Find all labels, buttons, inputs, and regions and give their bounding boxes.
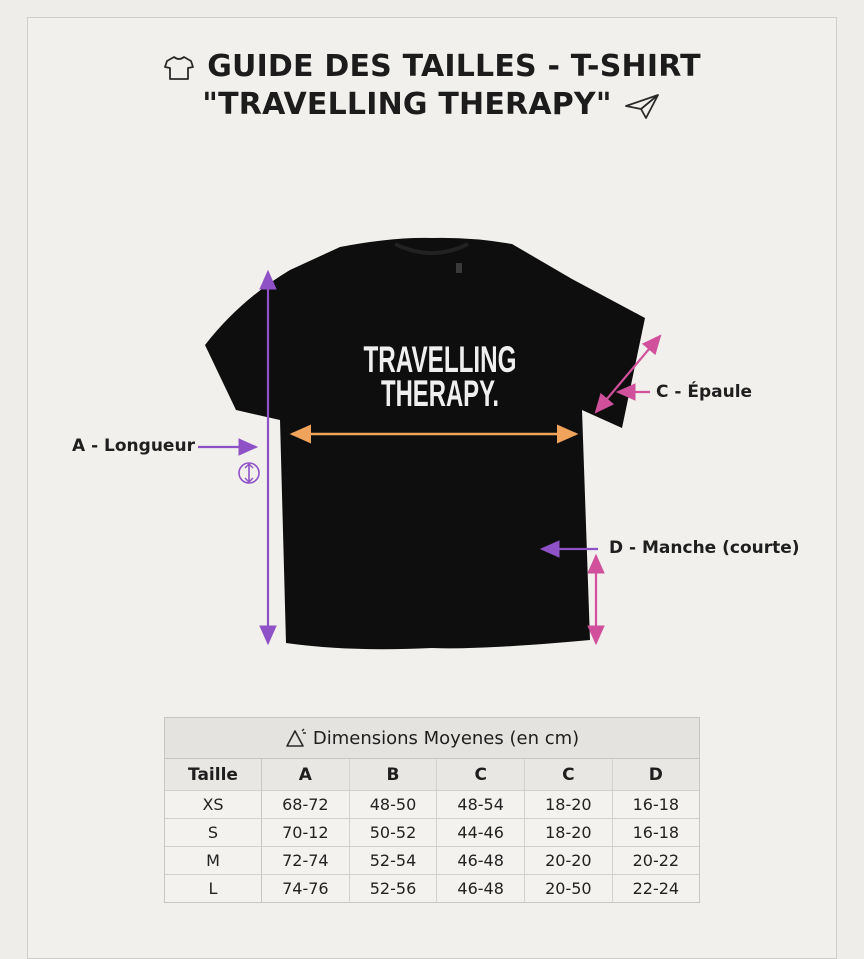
table-cell: 48-50 [349, 791, 437, 819]
table-cell: 20-22 [612, 847, 699, 875]
col-header: C [437, 759, 525, 791]
table-title: Dimensions Moyenes (en cm) [312, 727, 580, 749]
table-cell: 16-18 [612, 791, 699, 819]
table-cell: 70-12 [262, 819, 350, 847]
table-row [165, 847, 699, 875]
table-cell: 44-46 [437, 819, 525, 847]
triangle-ruler-icon [285, 728, 307, 748]
col-header: B [349, 759, 437, 791]
table-cell: 16-18 [612, 819, 699, 847]
title-line-1: GUIDE DES TAILLES - T-SHIRT [207, 49, 701, 84]
neck-tag [456, 263, 462, 273]
label-length: A - Longueur [72, 436, 195, 456]
label-shoulder: C - Épaule [656, 382, 753, 402]
table-cell: 20-20 [525, 847, 613, 875]
table-cell: 74-76 [262, 875, 350, 903]
vertical-measure-icon [239, 463, 259, 483]
table-cell: M [165, 847, 262, 875]
label-sleeve: D - Manche (courte) [609, 538, 800, 558]
table-cell: XS [165, 791, 262, 819]
table-header-row [165, 759, 699, 791]
table-cell: 68-72 [262, 791, 350, 819]
print-line-1: TRAVELLING [363, 339, 517, 380]
table-cell: L [165, 875, 262, 903]
table-cell: S [165, 819, 262, 847]
col-header: D [612, 759, 699, 791]
title-line-2: "TRAVELLING THERAPY" [202, 87, 612, 122]
table-cell: 50-52 [349, 819, 437, 847]
table-cell: 48-54 [437, 791, 525, 819]
table-row [165, 875, 699, 903]
col-header: A [262, 759, 350, 791]
table-header [165, 718, 699, 759]
tshirt-shape [205, 238, 645, 649]
col-header: C [525, 759, 613, 791]
table-row [165, 791, 699, 819]
table-cell: 22-24 [632, 879, 680, 898]
size-table [164, 717, 700, 903]
table-cell: 18-20 [525, 819, 613, 847]
print-line-2: THERAPY. [381, 373, 499, 414]
table-cell: 20-50 [525, 875, 613, 903]
size-grid [165, 759, 699, 902]
table-cell: 46-48 [437, 875, 525, 903]
table-cell: 52-54 [349, 847, 437, 875]
table-cell: 52-56 [349, 875, 437, 903]
table-cell: 72-74 [262, 847, 350, 875]
table-cell: 18-20 [525, 791, 613, 819]
shirt-print [364, 339, 517, 414]
table-row [165, 819, 699, 847]
table-cell: 46-48 [437, 847, 525, 875]
col-header: Taille [165, 759, 262, 791]
